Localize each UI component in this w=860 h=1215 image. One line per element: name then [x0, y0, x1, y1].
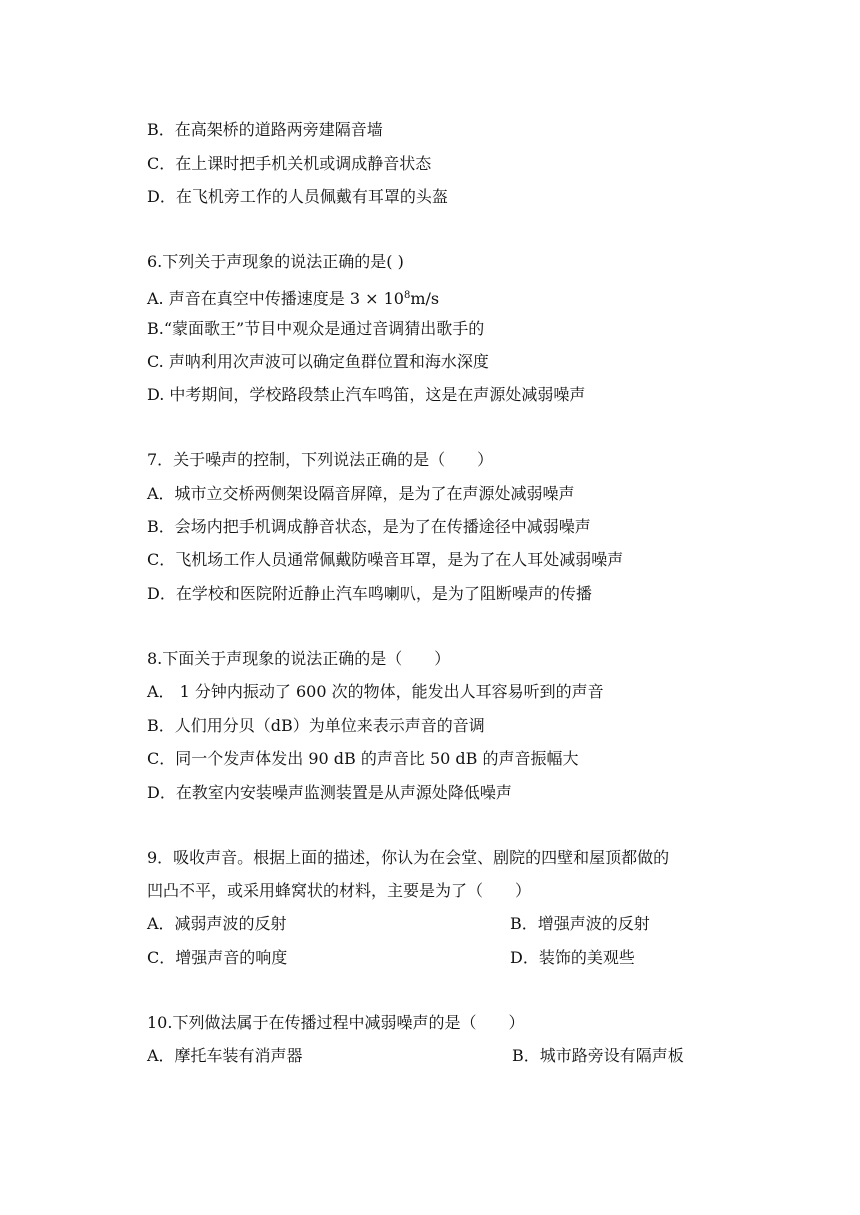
q6-option-a-prefix: A. 声音在真空中传播速度是 3 × 10	[147, 289, 404, 308]
q7-option-a: A．城市立交桥两侧架设隔音屏障，是为了在声源处减弱噪声	[147, 484, 575, 503]
q5-option-d: D．在飞机旁工作的人员佩戴有耳罩的头盔	[147, 187, 448, 206]
q8-option-d: D．在教室内安装噪声监测装置是从声源处降低噪声	[147, 783, 512, 802]
q6-option-c: C. 声呐利用次声波可以确定鱼群位置和海水深度	[147, 352, 489, 371]
q5-option-b: B．在高架桥的道路两旁建隔音墙	[147, 120, 383, 139]
q5-option-c: C．在上课时把手机关机或调成静音状态	[147, 154, 432, 173]
q9-option-d: D．装饰的美观些	[510, 948, 635, 967]
q7-option-c: C．飞机场工作人员通常佩戴防噪音耳罩，是为了在人耳处减弱噪声	[147, 550, 624, 569]
q6-option-a	[147, 285, 439, 310]
q10-option-a: A．摩托车装有消声器	[147, 1046, 303, 1065]
q6-stem: 6.下列关于声现象的说法正确的是( )	[147, 252, 404, 271]
q7-option-d: D．在学校和医院附近静止汽车鸣喇叭，是为了阻断噪声的传播	[147, 584, 592, 603]
q8-stem: 8.下面关于声现象的说法正确的是（ ）	[147, 649, 451, 668]
q9-stem-line1: 9．吸收声音。根据上面的描述，你认为在会堂、剧院的四壁和屋顶都做的	[147, 848, 670, 867]
q8-option-c: C．同一个发声体发出 90 dB 的声音比 50 dB 的声音振幅大	[147, 749, 579, 768]
q9-option-b: B．增强声波的反射	[510, 914, 650, 933]
q7-option-b: B．会场内把手机调成静音状态，是为了在传播途径中减弱噪声	[147, 517, 591, 536]
q6-option-d: D. 中考期间，学校路段禁止汽车鸣笛，这是在声源处减弱噪声	[147, 385, 586, 404]
q8-option-b: B．人们用分贝（dB）为单位来表示声音的音调	[147, 716, 485, 735]
q6-option-a-exponent: 8	[403, 290, 411, 301]
q6-option-b: B.“蒙面歌王”节目中观众是通过音调猜出歌手的	[147, 319, 485, 338]
q10-stem: 10.下列做法属于在传播过程中减弱噪声的是（ ）	[147, 1013, 525, 1032]
q10-option-b: B．城市路旁设有隔声板	[512, 1046, 684, 1065]
q6-option-a-unit: m/s	[410, 289, 440, 308]
q9-option-a: A．减弱声波的反射	[147, 914, 287, 933]
q9-option-c: C．增强声音的响度	[147, 948, 288, 967]
q8-option-a: A． 1 分钟内振动了 600 次的物体，能发出人耳容易听到的声音	[147, 682, 604, 701]
q9-stem-line2: 凹凸不平，或采用蜂窝状的材料，主要是为了（ ）	[147, 881, 532, 900]
q7-stem: 7．关于噪声的控制，下列说法正确的是（ ）	[147, 450, 494, 469]
